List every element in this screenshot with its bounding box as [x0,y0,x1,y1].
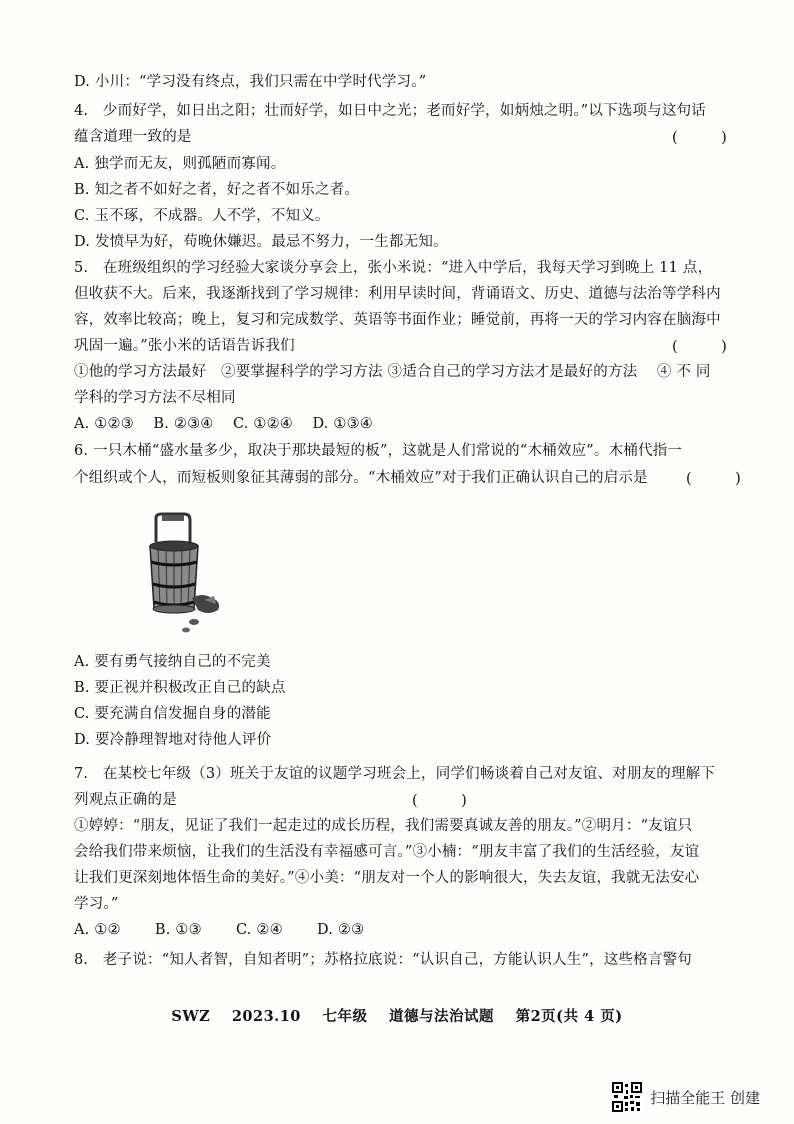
q7-stem-line1: 7. 在某校七年级（3）班关于友谊的议题学习班会上，同学们畅谈着自己对友谊、对朋友的理解下 [74,766,716,782]
q7-statement-line4: 学习。” [74,896,119,912]
q6-option-d: D. 要冷静理智地对待他人评价 [74,732,272,748]
q7-options: A. ①② B. ①③ C. ②④ D. ②③ [74,922,365,938]
q6-option-b: B. 要正视并积极改正自己的缺点 [74,680,286,696]
q5-options: A. ①②③ B. ②③④ C. ①②④ D. ①③④ [74,416,374,432]
q6-option-c: C. 要充满自信发掘自身的潜能 [74,706,271,722]
q7-statement-line1: ①婷婷：“朋友，见证了我们一起走过的成长历程，我们需要真诚友善的朋友。”②明月：“友谊只 [74,818,693,834]
q4-option-d: D. 发愤早为好，苟晚休嫌迟。最忌不努力，一生都无知。 [74,234,448,250]
footer-grade: 七年级 [322,1008,368,1025]
scanner-watermark [612,1080,760,1114]
q5-answer-blank[interactable]: ( ) [672,339,727,355]
footer-page-number: 第2页(共 4 页) [515,1008,623,1025]
q5-statements-line1: ①他的学习方法最好 ②要掌握科学的学习方法 ③适合自己的学习方法才是最好的方法 ④ 不 同 [74,364,711,380]
q5-statements-line2: 学科的学习方法不尽相同 [74,390,236,406]
qr-code-icon [612,1082,642,1112]
q5-stem-line1: 5. 在班级组织的学习经验大家谈分享会上，张小米说：“进入中学后，我每天学习到晚上 11 点， [74,260,713,276]
q5-stem-line3: 容，效率比较高；晚上，复习和完成数学、英语等书面作业；睡觉前，再将一天的学习内容在脑海中 [74,312,721,328]
watermark-text: 扫描全能王 创建 [650,1088,760,1107]
q3-option-d: D. 小川：“学习没有终点，我们只需在中学时代学习。” [74,74,427,90]
page-footer [0,1005,794,1026]
q8-stem-line1: 8. 老子说：“知人者智，自知者明”；苏格拉底说：“认识自己，方能认识人生”，这些格言警句 [74,952,692,968]
q5-stem-line2: 但收获不大。后来，我逐渐找到了学习规律：利用早读时间，背诵语文、历史、道德与法治等学科内 [74,286,721,302]
q4-stem-line2: 蕴含道理一致的是 [74,129,192,145]
q4-stem-line1: 4. 少而好学，如日出之阳；壮而好学，如日中之光；老而好学，如炳烛之明。”以下选项与这句话 [74,103,706,119]
q6-option-a: A. 要有勇气接纳自己的不完美 [74,654,271,670]
q4-option-a: A. 独学而无友，则孤陋而寡闻。 [74,156,286,172]
footer-subject: 道德与法治试题 [389,1008,495,1025]
q4-answer-blank[interactable]: ( ) [672,130,727,146]
q6-answer-blank[interactable]: ( ) [686,471,741,487]
q4-option-b: B. 知之者不如好之者，好之者不如乐之者。 [74,182,360,198]
q7-statement-line2: 会给我们带来烦恼，让我们的生活没有幸福感可言。”③小楠：“朋友丰富了我们的生活经验，友谊 [74,844,700,860]
q6-stem-line2: 个组织或个人，而短板则象征其薄弱的部分。“木桶效应”对于我们正确认识自己的启示是 [74,470,648,486]
q7-answer-blank[interactable]: ( ) [412,793,467,809]
footer-code: SWZ [171,1008,211,1025]
footer-date: 2023.10 [231,1008,301,1025]
q6-stem-line1: 6. 一只木桶“盛水量多少，取决于那块最短的板”，这就是人们常说的“木桶效应”。木桶代指一 [74,443,683,459]
q4-option-c: C. 玉不琢，不成器。人不学，不知义。 [74,208,330,224]
wooden-bucket-illustration [142,512,232,636]
q7-stem-line2: 列观点正确的是 [74,792,177,808]
q5-stem-line4: 巩固一遍。”张小米的话语告诉我们 [74,338,295,354]
q7-statement-line3: 让我们更深刻地体悟生命的美好。”④小美：“朋友对一个人的影响很大，失去友谊，我就无法安心 [74,870,700,886]
